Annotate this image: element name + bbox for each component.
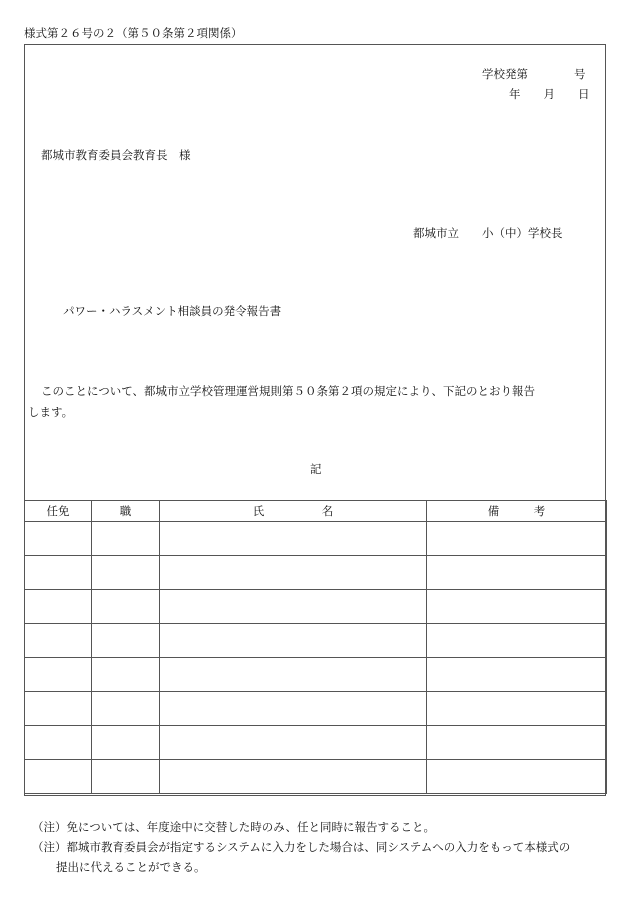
table-row: [25, 522, 607, 556]
column-header-remarks: 備 考: [427, 501, 607, 522]
table-cell[interactable]: [92, 590, 160, 624]
column-header-name: 氏 名: [160, 501, 427, 522]
table-cell[interactable]: [160, 726, 427, 760]
table-cell[interactable]: [92, 726, 160, 760]
table-cell[interactable]: [427, 624, 607, 658]
recipient: 都城市教育委員会教育長 様: [41, 148, 191, 162]
table-row: [25, 590, 607, 624]
table-cell[interactable]: [25, 624, 92, 658]
document-date: 年 月 日: [509, 87, 590, 101]
table-cell[interactable]: [427, 658, 607, 692]
table-cell[interactable]: [427, 556, 607, 590]
document-number: 学校発第 号: [482, 67, 586, 81]
table-cell[interactable]: [427, 726, 607, 760]
table-row: [25, 726, 607, 760]
table-cell[interactable]: [25, 658, 92, 692]
table-cell[interactable]: [160, 692, 427, 726]
note-2-continuation: 提出に代えることができる。: [56, 860, 206, 874]
note-1: [32, 822, 435, 834]
table-row: [25, 760, 607, 794]
table-cell[interactable]: [160, 624, 427, 658]
table-cell[interactable]: [160, 556, 427, 590]
table-cell[interactable]: [160, 522, 427, 556]
table-cell[interactable]: [25, 522, 92, 556]
table-cell[interactable]: [92, 556, 160, 590]
table-cell[interactable]: [25, 556, 92, 590]
table-cell[interactable]: [25, 726, 92, 760]
column-header-ninmen: 任免: [25, 501, 92, 522]
table-cell[interactable]: [25, 692, 92, 726]
table-cell[interactable]: [427, 760, 607, 794]
body-text-line2: します。: [28, 405, 74, 419]
table-cell[interactable]: [25, 590, 92, 624]
table-cell[interactable]: [92, 658, 160, 692]
table-cell[interactable]: [427, 522, 607, 556]
table-cell[interactable]: [92, 522, 160, 556]
note-2: [32, 842, 570, 854]
table-cell[interactable]: [427, 590, 607, 624]
table-cell[interactable]: [427, 692, 607, 726]
table-row: [25, 692, 607, 726]
table-cell[interactable]: [160, 658, 427, 692]
table-cell[interactable]: [92, 692, 160, 726]
table-cell[interactable]: [160, 590, 427, 624]
note-2-prefix: （注）: [32, 840, 67, 854]
table-row: [25, 556, 607, 590]
table-cell[interactable]: [25, 760, 92, 794]
document-subject: パワー・ハラスメント相談員の発令報告書: [63, 304, 282, 318]
note-1-prefix: （注）: [32, 820, 67, 834]
table-row: [25, 624, 607, 658]
table-cell[interactable]: [92, 760, 160, 794]
appointment-table: [24, 500, 607, 794]
ki-heading: 記: [310, 462, 322, 476]
note-2-text: 都城市教育委員会が指定するシステムに入力をした場合は、同システムへの入力をもって本様式の: [66, 840, 571, 854]
table-row: [25, 658, 607, 692]
table-header-row: [25, 501, 607, 522]
form-label: 様式第２６号の２（第５０条第２項関係）: [24, 26, 243, 40]
table-cell[interactable]: [160, 760, 427, 794]
column-header-shoku: 職: [92, 501, 160, 522]
sender: 都城市立 小（中）学校長: [413, 226, 563, 240]
body-text-line1: このことについて、都城市立学校管理運営規則第５０条第２項の規定により、下記のとおり報告: [41, 384, 536, 398]
note-1-text: 免については、年度途中に交替した時のみ、任と同時に報告すること。: [66, 820, 435, 834]
table-cell[interactable]: [92, 624, 160, 658]
